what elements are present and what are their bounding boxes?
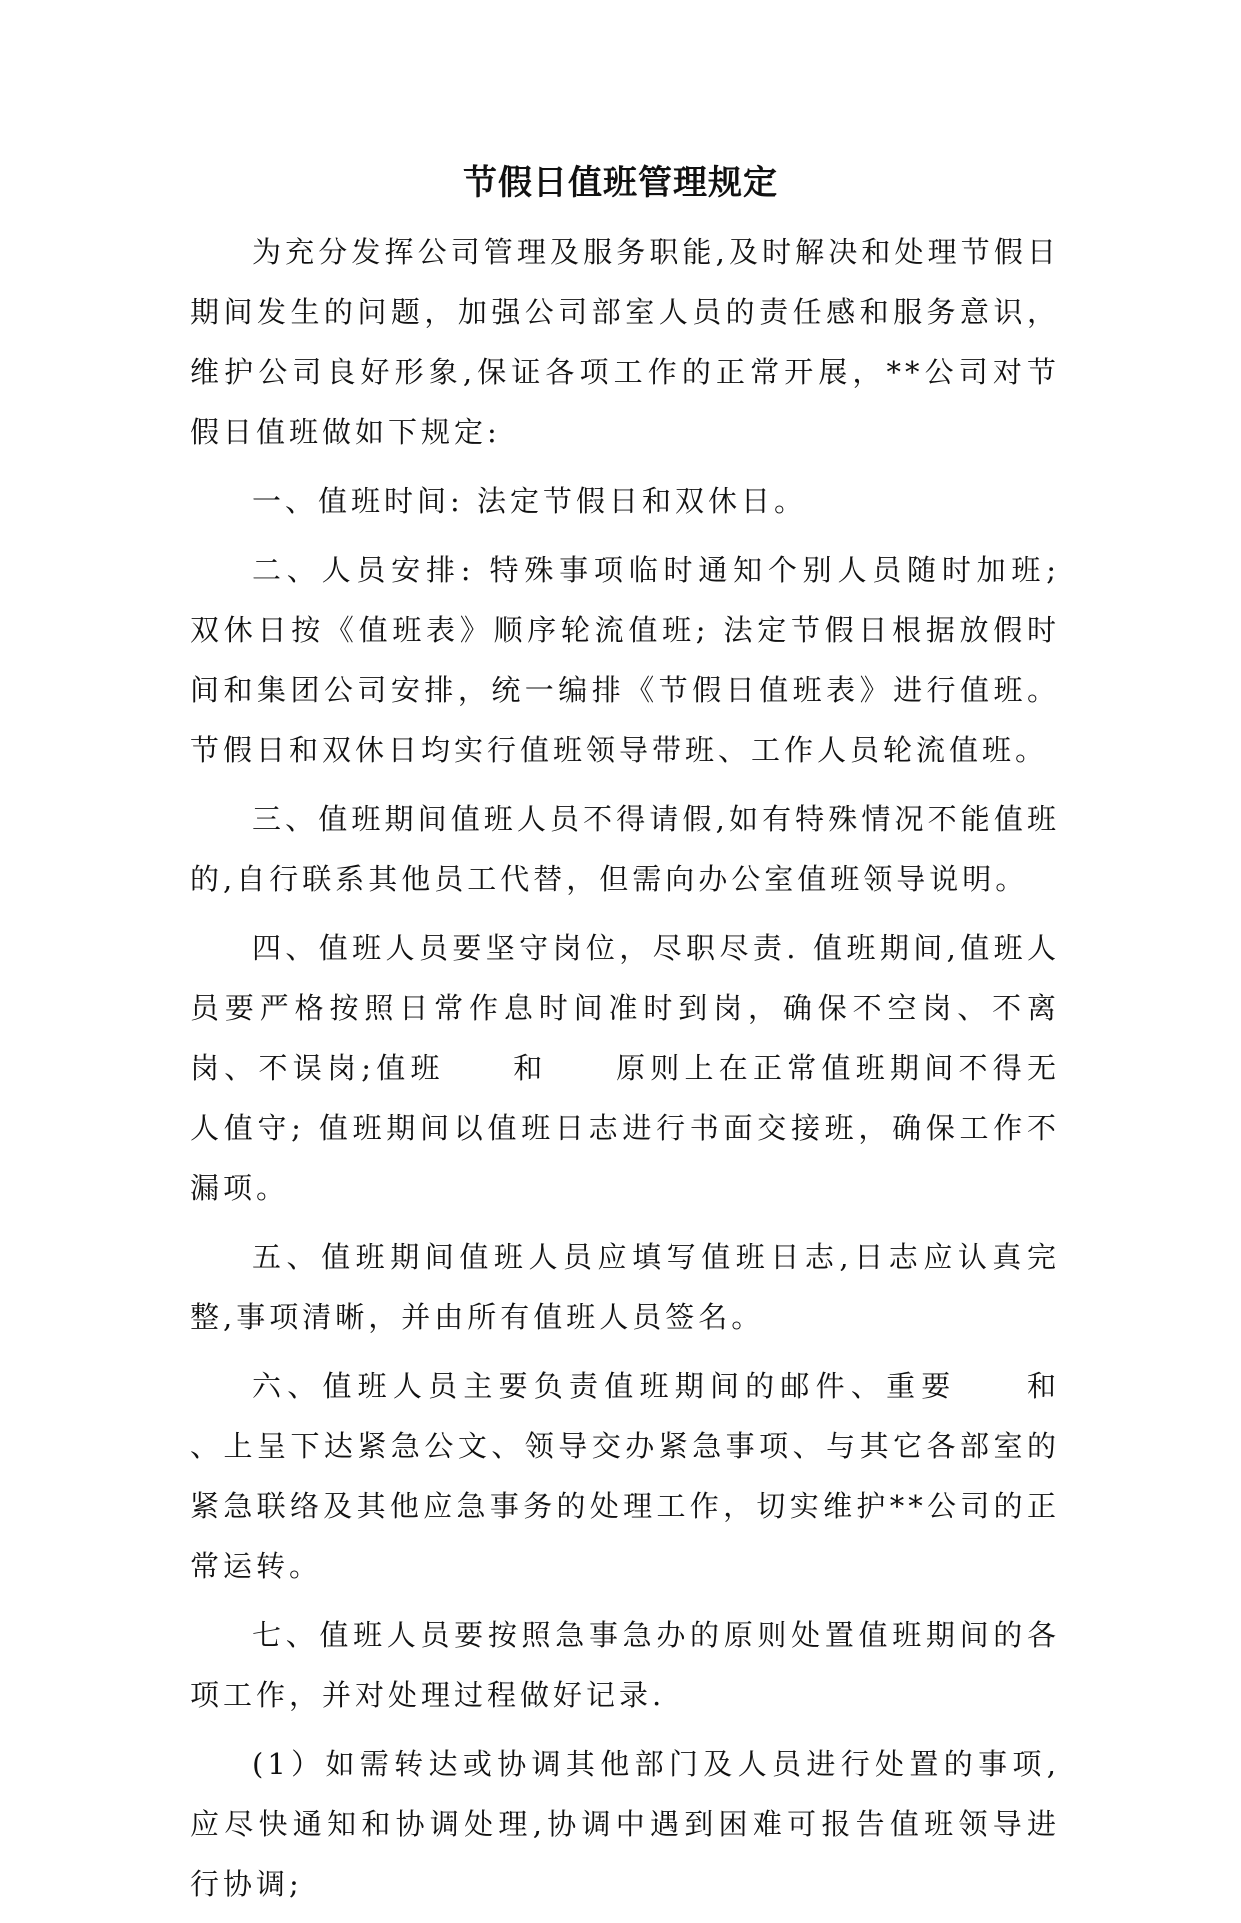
rule-2-paragraph: 二、人员安排: 特殊事项临时通知个别人员随时加班; 双休日按《值班表》顺序轮流值班; 法定节假日根据放假时间和集团公司安排，统一编排《节假日值班表》进行值班。节假日和双休日均实行值班领导带班、工作人员轮流值班。 — [190, 553, 1060, 767]
document-title: 节假日值班管理规定 — [463, 163, 778, 203]
rule-5-paragraph: 五、值班期间值班人员应填写值班日志,日志应认真完整,事项清晰，并由所有值班人员签名。 — [190, 1240, 1060, 1334]
rule-1-paragraph: 一、值班时间: 法定节假日和双休日。 — [252, 484, 807, 518]
intro-paragraph: 为充分发挥公司管理及服务职能,及时解决和处理节假日期间发生的问题，加强公司部室人员的责任感和服务意识，维护公司良好形象,保证各项工作的正常开展，**公司对节假日值班做如下规定: — [190, 235, 1060, 449]
rule-7-item-1-paragraph: (1）如需转达或协调其他部门及人员进行处置的事项,应尽快通知和协调处理,协调中遇到困难可报告值班领导进行协调; — [190, 1747, 1060, 1901]
rule-3-paragraph: 三、值班期间值班人员不得请假,如有特殊情况不能值班的,自行联系其他员工代替，但需向办公室值班领导说明。 — [190, 802, 1060, 896]
document-body — [190, 222, 1127, 1923]
rule-7-paragraph: 七、值班人员要按照急事急办的原则处置值班期间的各项工作，并对处理过程做好记录. — [190, 1618, 1060, 1712]
rule-4-paragraph: 四、值班人员要坚守岗位，尽职尽责. 值班期间,值班人员要严格按照日常作息时间准时到岗，确保不空岗、不离岗、不误岗;值班 和 原则上在正常值班期间不得无人值守; 值班期间以值班日志进行书面交接班，确保工作不漏项。 — [190, 931, 1060, 1205]
rule-6-paragraph: 六、值班人员主要负责值班期间的邮件、重要 和 、上呈下达紧急公文、领导交办紧急事项、与其它各部室的紧急联络及其他应急事务的处理工作，切实维护**公司的正常运转。 — [190, 1369, 1127, 1583]
